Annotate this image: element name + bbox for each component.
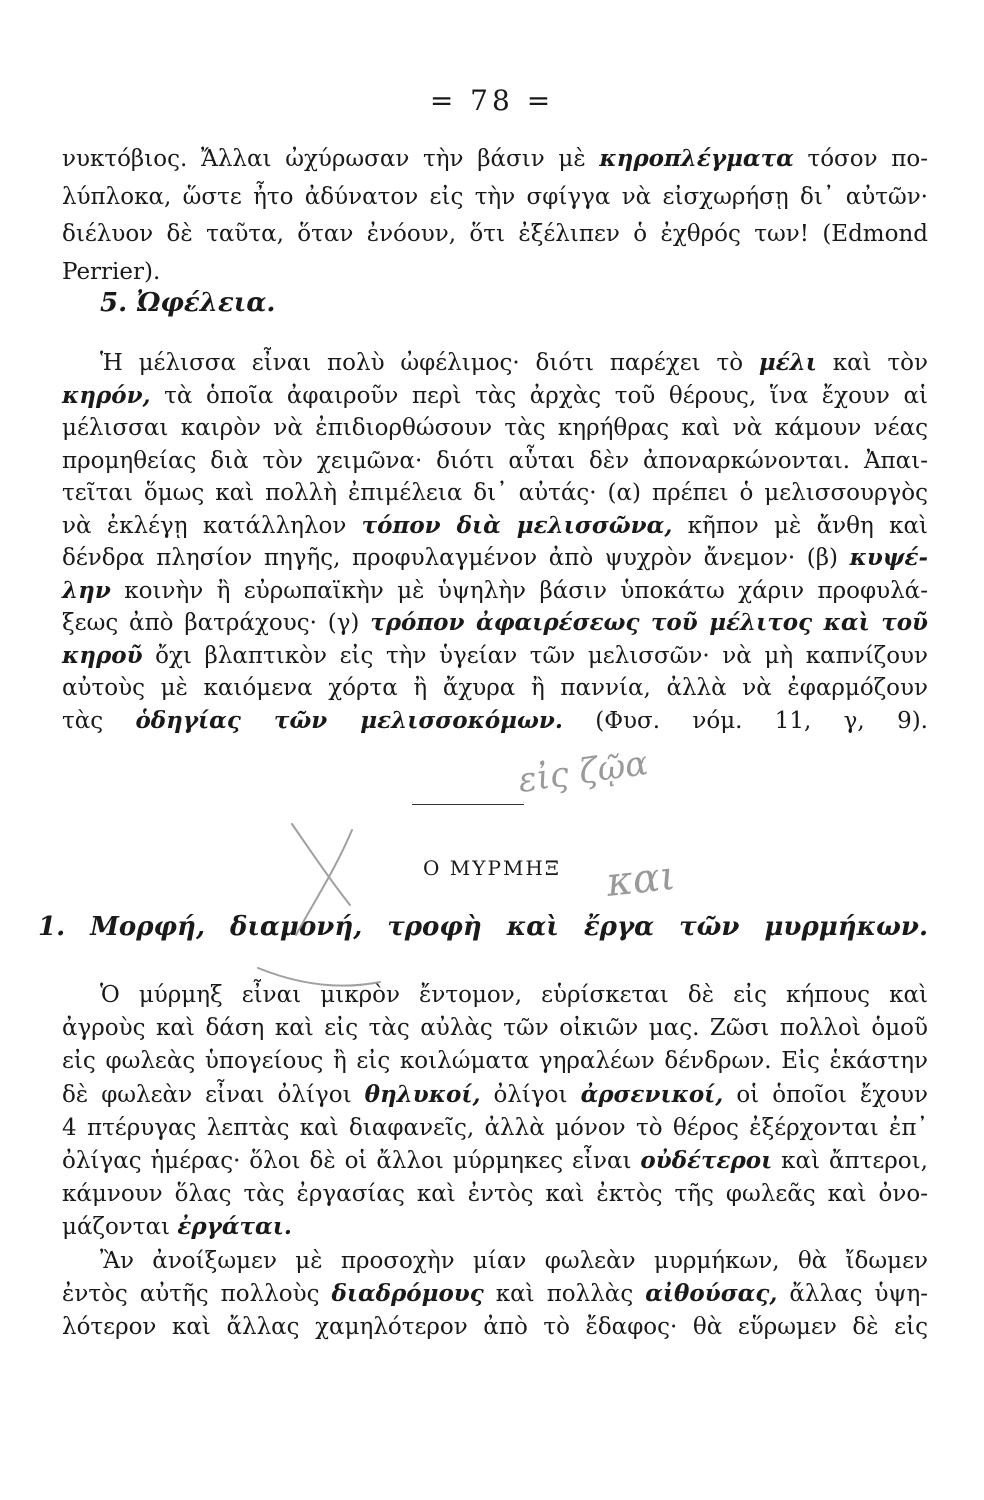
text-run: ἐντὸς αὐτῆς πολλοὺς bbox=[62, 1280, 332, 1307]
text-run: μέλισσαι καιρὸν νὰ ἐπιδιορθώσουν τὰς κηρήθρας καὶ νὰ κάμουν νέας bbox=[62, 415, 928, 441]
emphasized-term: οὐδέτεροι bbox=[640, 1147, 773, 1174]
emphasized-term: ἀρσενικοί, bbox=[580, 1080, 724, 1108]
text-run: ὀλίγοι bbox=[480, 1081, 581, 1108]
emphasized-term: ἐργάται. bbox=[177, 1213, 292, 1241]
text-run: ἀγροὺς καὶ δάση καὶ εἰς τὰς αὐλὰς τῶν οἰκιῶν μας. Ζῶσι πολλοὶ ὁμοῦ bbox=[62, 1015, 928, 1042]
text-run: 4 πτέρυγας λεπτὰς καὶ διαφανεῖς, ἀλλὰ μόνον τὸ θέρος ἐξέρχονται ἐπ᾽ bbox=[62, 1114, 928, 1141]
emphasized-term: κηροπλέγματα bbox=[599, 145, 794, 172]
page-number: = 78 = bbox=[429, 84, 555, 117]
text-line bbox=[62, 673, 928, 703]
text-run: Ἡ μέλισσα εἶναι πολὺ ὠφέλιμος· διότι παρέχει τὸ bbox=[100, 350, 759, 376]
text-run: νυκτόβιος. Ἄλλαι ὠχύρωσαν τὴν βάσιν μὲ bbox=[62, 146, 600, 172]
text-line bbox=[62, 1312, 928, 1342]
text-line bbox=[62, 446, 928, 476]
emphasized-term: μέλι bbox=[758, 349, 817, 376]
emphasized-term: λην bbox=[62, 576, 111, 604]
chapter-title: Ο ΜΥΡΜΗΞ bbox=[423, 856, 561, 880]
text-run: λύπλοκα, ὥστε ἦτο ἀδύνατον εἰς τὴν σφίγγα νὰ εἰσχωρήσῃ δι᾽ αὐτῶν· bbox=[62, 183, 928, 210]
text-line bbox=[62, 608, 928, 638]
text-line bbox=[62, 511, 928, 541]
emphasized-term: κηροῦ bbox=[62, 641, 143, 669]
text-run: εἰς φωλεὰς ὑπογείους ἢ εἰς κοιλώματα γηραλέων δένδρων. Εἰς ἑκάστην bbox=[62, 1048, 928, 1075]
text-run: Perrier). bbox=[62, 258, 161, 285]
emphasized-term: τρόπον ἀφαιρέσεως τοῦ μέλιτος καὶ τοῦ bbox=[370, 609, 928, 636]
text-run: οἱ ὁποῖοι ἔχουν bbox=[723, 1081, 928, 1108]
emphasized-term: αἰθούσας, bbox=[645, 1279, 778, 1307]
text-line bbox=[62, 543, 928, 573]
text-line bbox=[62, 1113, 928, 1143]
text-run: προμηθείας διὰ τὸν χειμῶνα· διότι αὗται δὲν ἀποναρκώνονται. Ἀπαι- bbox=[62, 447, 928, 474]
text-line bbox=[100, 1246, 928, 1276]
divider bbox=[412, 804, 524, 805]
text-line bbox=[62, 219, 928, 249]
handwriting-note: εἰς ζῷα bbox=[515, 743, 651, 801]
emphasized-term: ὁδηγίας τῶν μελισσοκόμων. bbox=[135, 706, 563, 734]
text-run: ξεως ἀπὸ βατράχους· (γ) bbox=[62, 610, 371, 636]
text-line bbox=[62, 1146, 928, 1176]
text-line bbox=[62, 1013, 928, 1043]
text-run: ὀλίγας ἡμέρας· ὅλοι δὲ οἱ ἄλλοι μύρμηκες εἶναι bbox=[62, 1148, 641, 1174]
text-run: κάμνουν ὅλας τὰς ἐργασίας καὶ ἐντὸς καὶ ἐκτὸς τῆς φωλεᾶς καὶ ὀνο- bbox=[62, 1181, 928, 1208]
text-line bbox=[62, 144, 928, 174]
text-line bbox=[62, 1080, 928, 1110]
text-run: κῆπον μὲ ἄνθη καὶ bbox=[672, 512, 929, 539]
text-line bbox=[62, 1046, 928, 1076]
text-line bbox=[100, 980, 928, 1010]
emphasized-term: τόπον διὰ μελισσῶνα, bbox=[361, 511, 673, 539]
text-line bbox=[62, 641, 928, 671]
text-line bbox=[62, 182, 928, 212]
text-run: λότερον καὶ ἄλλας χαμηλότερον ἀπὸ τὸ ἔδαφος· θὰ εὕρωμεν δὲ εἰς bbox=[62, 1314, 928, 1340]
text-line bbox=[62, 413, 928, 443]
text-line bbox=[62, 257, 928, 287]
text-run: τόσον πο- bbox=[793, 146, 928, 172]
emphasized-term: διαδρόμους bbox=[331, 1279, 484, 1307]
text-run: Ἂν ἀνοίξωμεν μὲ προσοχὴν μίαν φωλεὰν μυρμήκων, θὰ ἴδωμεν bbox=[100, 1247, 928, 1274]
text-line bbox=[62, 1212, 928, 1242]
text-run: ὄχι βλαπτικὸν εἰς τὴν ὑγείαν τῶν μελισσῶν· νὰ μὴ καπνίζουν bbox=[142, 642, 928, 669]
text-run: κοινὴν ἢ εὐρωπαϊκὴν μὲ ὑψηλὴν βάσιν ὑποκάτω χάριν προφυλά- bbox=[110, 577, 928, 604]
text-run: τὰς bbox=[62, 707, 136, 734]
text-line bbox=[62, 576, 928, 606]
text-line bbox=[62, 1179, 928, 1209]
text-run: ἄλλας ὑψη- bbox=[777, 1280, 929, 1307]
text-run: δὲ φωλεὰν εἶναι ὀλίγοι bbox=[62, 1081, 365, 1108]
text-run: Ὁ μύρμηξ εἶναι μικρὸν ἔντομον, εὑρίσκεται δὲ εἰς κήπους καὶ bbox=[100, 982, 928, 1008]
text-line bbox=[62, 1279, 928, 1309]
text-line bbox=[62, 706, 928, 736]
emphasized-term: κυψέ- bbox=[849, 544, 928, 571]
text-run: τὰ ὁποῖα ἀφαιροῦν περὶ τὰς ἀρχὰς τοῦ θέρους, ἵνα ἔχουν αἱ bbox=[150, 382, 928, 409]
text-run: καὶ τὸν bbox=[816, 350, 928, 376]
text-run: τεῖται ὅμως καὶ πολλὴ ἐπιμέλεια δι᾽ αὐτάς· (α) πρέπει ὁ μελισσουργὸς bbox=[62, 480, 928, 506]
text-line bbox=[62, 478, 928, 508]
text-run: καὶ ἄπτεροι, bbox=[772, 1148, 928, 1174]
text-run: καὶ πολλὰς bbox=[483, 1280, 646, 1307]
text-run: νὰ ἐκλέγῃ κατάλληλον bbox=[62, 512, 362, 539]
text-run: μάζονται bbox=[62, 1214, 178, 1241]
chapter-subheading: 1. Μορφή, διαμονή, τροφὴ καὶ ἔργα τῶν μυρμήκων. bbox=[38, 912, 928, 942]
section-heading: 5. Ὠφέλεια. bbox=[100, 288, 276, 318]
text-line bbox=[100, 348, 928, 378]
text-run: διέλυον δὲ ταῦτα, ὅταν ἐνόουν, ὅτι ἐξέλιπεν ὁ ἐχθρός των! (Edmond bbox=[62, 221, 928, 247]
text-run: (Φυσ. νόμ. 11, γ, 9). bbox=[562, 707, 928, 734]
text-run: αὐτοὺς μὲ καιόμενα χόρτα ἢ ἄχυρα ἢ παννία, ἀλλὰ νὰ ἐφαρμόζουν bbox=[62, 675, 928, 701]
handwriting-note: και bbox=[604, 852, 678, 906]
emphasized-term: κηρόν, bbox=[62, 381, 151, 409]
text-line bbox=[62, 381, 928, 411]
text-run: δένδρα πλησίον πηγῆς, προφυλαγμένον ἀπὸ ψυχρὸν ἄνεμον· (β) bbox=[62, 545, 850, 571]
emphasized-term: θηλυκοί, bbox=[364, 1080, 481, 1108]
